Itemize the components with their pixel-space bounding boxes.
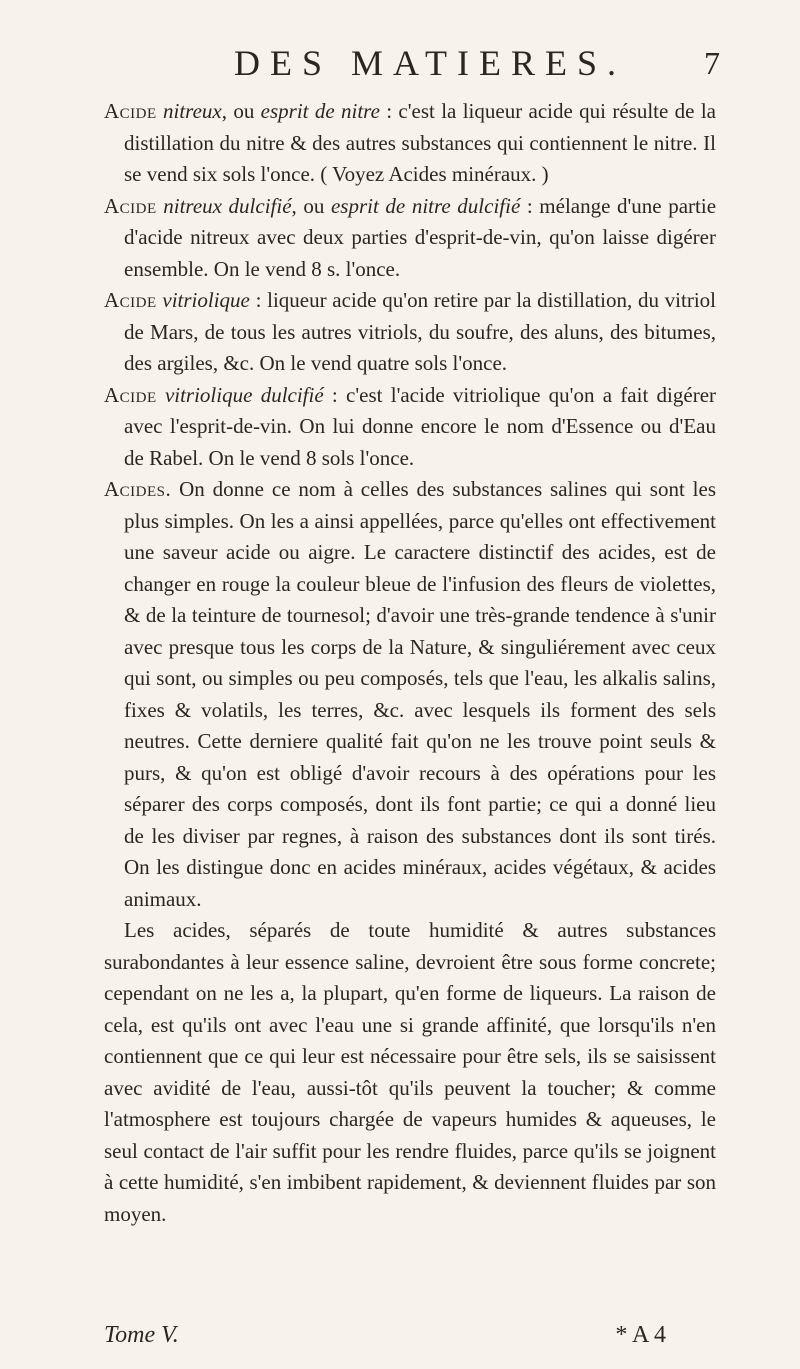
- entry-qualifier: nitreux dulcifié: [163, 193, 292, 218]
- entry-text: : mélange d'une partie d'acide nitreux avec deux parties d'esprit-de-vin, qu'on laisse digérer ensemble. On le vend 8 s. l'once.: [124, 193, 717, 281]
- entry-qualifier: vitriolique dulcifié: [164, 382, 324, 407]
- volume-label: Tome V.: [104, 1322, 179, 1348]
- body-paragraph: Les acides, séparés de toute humidité & autres substances surabondantes à leur essence saline, devroient être sous forme concrete; cependant on ne les a, la plupart, qu'en forme de liqueurs. La raison de cela, est qu'ils ont avec l'eau une si grande affinité, que lorsqu'ils n'en contiennent que ce qui leur est nécessaire pour être sels, ils se saisissent avec avidité de l'eau, aussi-tôt qu'ils peuvent la toucher; & comme l'atmosphere est toujours chargée de vapeurs humides & aqueuses, le seul contact de l'air suffit pour les rendre fluides, parce qu'ils se joignent à cette humidité, s'en imbibent rapidement, & deviennent fluides par son moyen.: [104, 918, 716, 1226]
- entry-separator: , ou: [221, 99, 261, 123]
- running-header: [120, 40, 720, 86]
- entry-separator: , ou: [291, 193, 331, 218]
- entry-acide-vitriolique: [104, 285, 716, 380]
- entry-term: Acide: [104, 288, 157, 312]
- entry-text: : c'est la liqueur acide qui résulte de la distillation du nitre & des autres substances qui contiennent le nitre. Il se vend six sols l'once. ( Voyez Acides minéraux. ): [124, 99, 716, 186]
- running-title: DES MATIERES.: [233, 43, 627, 83]
- entry-qualifier: nitreux: [163, 99, 222, 123]
- entry-acide-vitriolique-dulcifie: [104, 380, 716, 475]
- entry-acides: [104, 474, 716, 915]
- entry-alt-name: esprit de nitre: [260, 99, 380, 123]
- entry-text: : liqueur acide qu'on retire par la distillation, du vitriol de Mars, de tous les autres vitriols, du soufre, des aluns, des bitumes, des argiles, &c. On le vend quatre sols l'once.: [124, 288, 716, 375]
- entry-acide-nitreux-dulcifie: [104, 191, 716, 286]
- entry-text: : c'est l'acide vitriolique qu'on a fait digérer avec l'esprit-de-vin. On lui donne encore le nom d'Essence ou d'Eau de Rabel. On le vend 8 sols l'once.: [124, 382, 717, 470]
- entry-text: On donne ce nom à celles des substances salines qui sont les plus simples. On les a ainsi appellées, parce qu'elles ont effectivement une saveur acide ou aigre. Le caractere distinctif des acides, est de changer en rouge la couleur bleue de l'infusion des fleurs de violettes, & de la teinture de tournesol; d'avoir une très-grande tendence à s'unir avec presque tous les corps de la Nature, & singuliérement avec ceux qui sont, ou simples ou peu composés, tels que l'eau, les alkalis salins, fixes & volatils, les terres, &c. avec lesquels ils forment des sels neutres. Cette derniere qualité fait qu'on ne les trouve point seuls & purs, & qu'on est obligé d'avoir recours à des opérations pour les séparer des corps composés, dont ils font partie; ce qui a donné lieu de les diviser par regnes, à raison des substances dont ils sont tirés. On les distingue donc en acides minéraux, acides végétaux, & acides animaux.: [124, 477, 716, 911]
- page-number: 7: [704, 45, 720, 81]
- signature-mark: * A 4: [615, 1322, 666, 1348]
- entry-alt-name: esprit de nitre dulcifié: [330, 193, 521, 218]
- entry-term: Acide: [104, 382, 157, 407]
- page-footer: [104, 1322, 716, 1356]
- page-body: [104, 96, 716, 1230]
- entry-term: Acides.: [104, 477, 172, 501]
- entry-acide-nitreux: [104, 96, 716, 191]
- entry-term: Acide: [104, 99, 157, 123]
- entry-qualifier: vitriolique: [162, 288, 250, 312]
- entry-term: Acide: [104, 193, 157, 218]
